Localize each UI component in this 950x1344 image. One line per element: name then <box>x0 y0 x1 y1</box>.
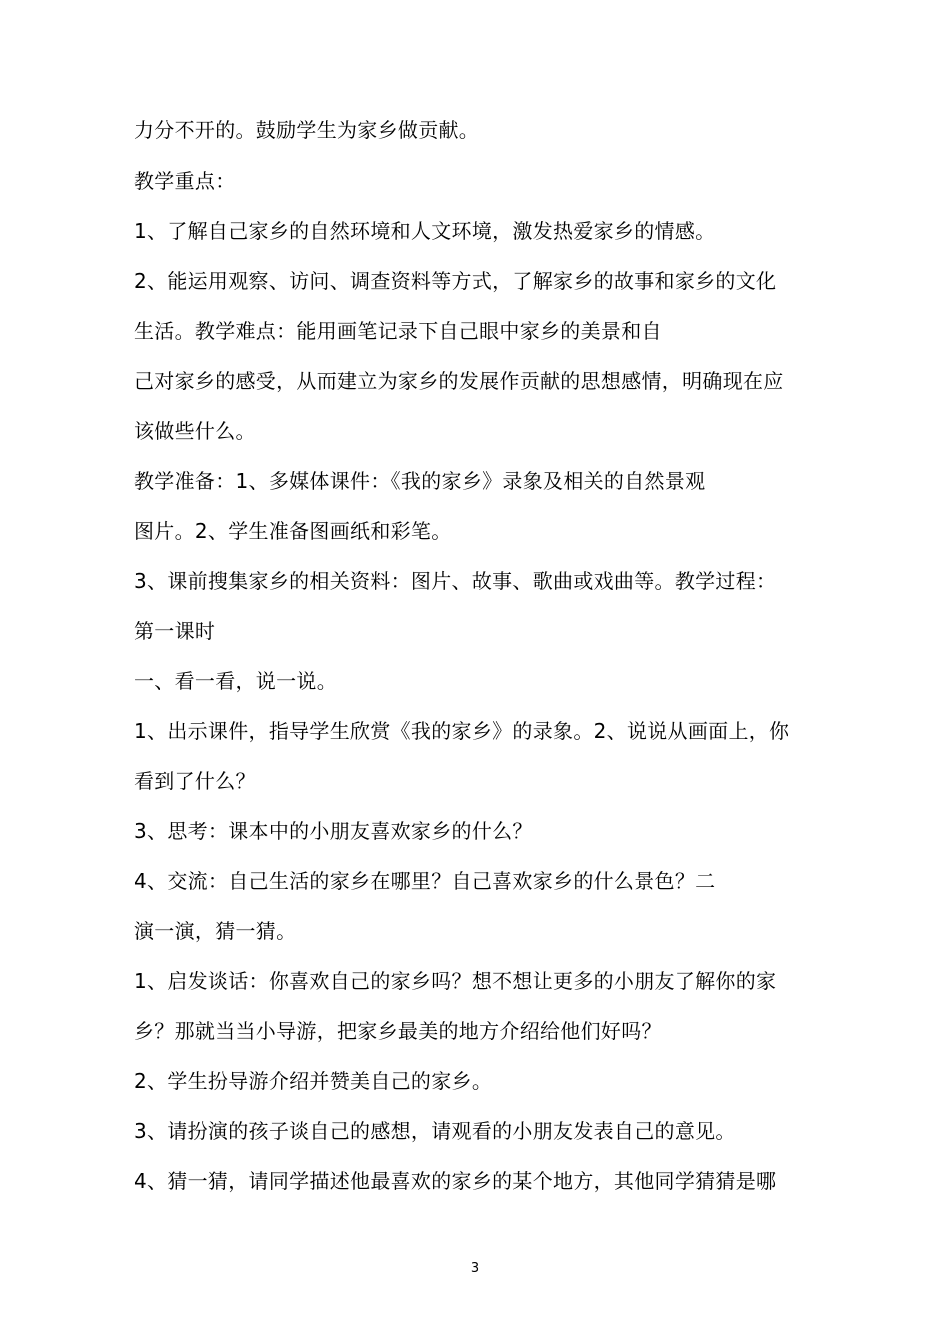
text-line: 图片。2、学生准备图画纸和彩笔。 <box>134 519 452 543</box>
text-line: 力分不开的。鼓励学生为家乡做贡献。 <box>134 118 480 142</box>
text-line: 4、猜一猜，请同学描述他最喜欢的家乡的某个地方，其他同学猜猜是哪 <box>134 1169 777 1193</box>
text-line: 该做些什么。 <box>134 419 256 443</box>
page-number: 3 <box>470 1261 480 1276</box>
text-line: 1、启发谈话：你喜欢自己的家乡吗？想不想让更多的小朋友了解你的家 <box>134 969 777 993</box>
text-line: 2、学生扮导游介绍并赞美自己的家乡。 <box>134 1069 493 1093</box>
text-line: 己对家乡的感受，从而建立为家乡的发展作贡献的思想感情，明确现在应 <box>134 369 784 393</box>
text-line: 1、了解自己家乡的自然环境和人文环境，激发热爱家乡的情感。 <box>134 219 716 243</box>
text-line: 3、思考：课本中的小朋友喜欢家乡的什么？ <box>134 819 533 843</box>
section-heading: 一、看一看，说一说。 <box>134 669 337 693</box>
text-line: 教学准备：1、多媒体课件：《我的家乡》录象及相关的自然景观 <box>134 469 706 493</box>
text-line: 4、交流：自己生活的家乡在哪里？自己喜欢家乡的什么景色？二 <box>134 869 716 893</box>
text-line: 乡？那就当当小导游，把家乡最美的地方介绍给他们好吗？ <box>134 1019 662 1043</box>
text-line: 生活。教学难点：能用画笔记录下自己眼中家乡的美景和自 <box>134 319 662 343</box>
text-line: 3、课前搜集家乡的相关资料：图片、故事、歌曲或戏曲等。教学过程： <box>134 569 777 593</box>
text-line: 看到了什么？ <box>134 769 256 793</box>
section-heading: 第一课时 <box>134 619 216 643</box>
text-line: 3、请扮演的孩子谈自己的感想，请观看的小朋友发表自己的意见。 <box>134 1119 736 1143</box>
text-line: 1、出示课件，指导学生欣赏《我的家乡》的录象。2、说说从画面上，你 <box>134 719 790 743</box>
text-line: 2、能运用观察、访问、调查资料等方式，了解家乡的故事和家乡的文化 <box>134 269 777 293</box>
section-heading: 演一演，猜一猜。 <box>134 919 297 943</box>
section-heading: 教学重点： <box>134 169 236 193</box>
